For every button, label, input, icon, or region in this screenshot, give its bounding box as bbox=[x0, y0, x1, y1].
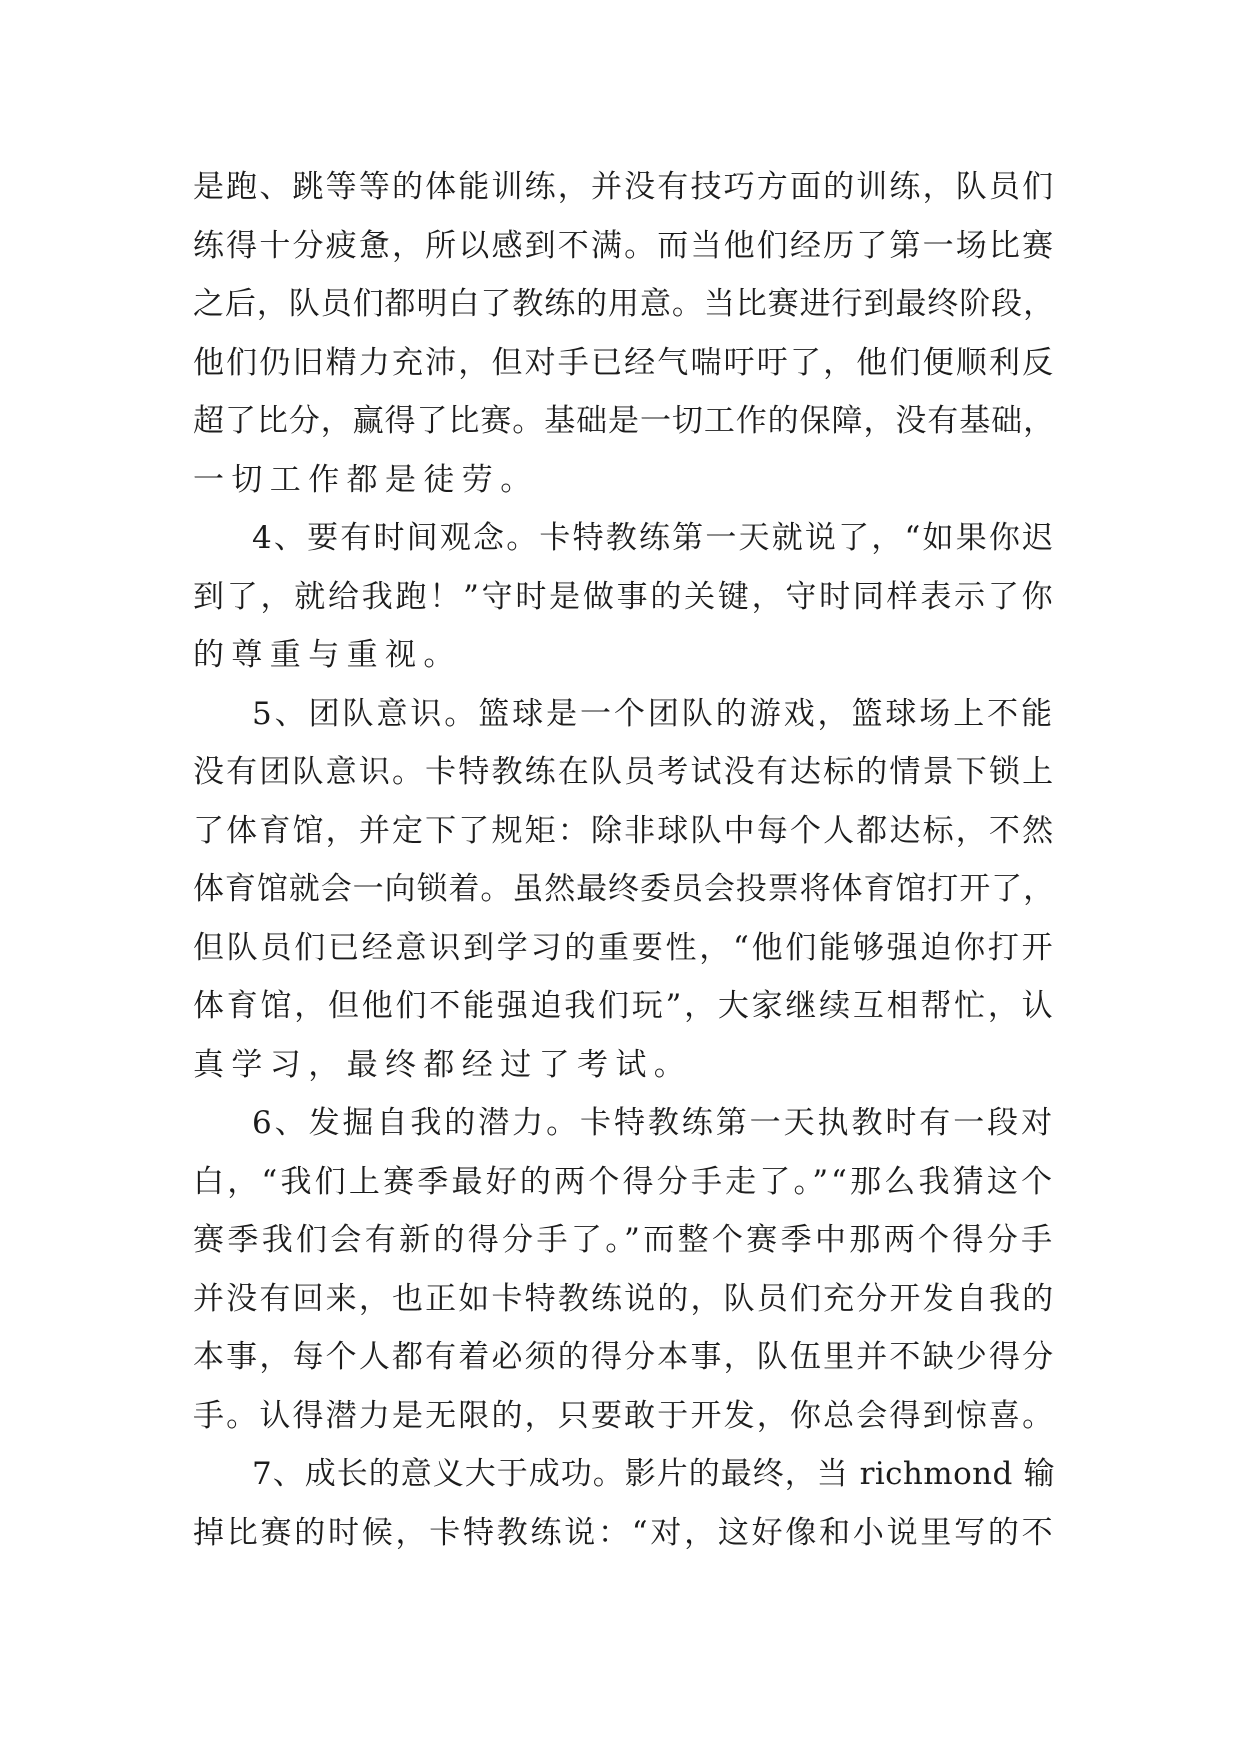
text-line: 白，“我们上赛季最好的两个得分手走了。”“那么我猜这个 bbox=[193, 1163, 1055, 1200]
text-line: 的尊重与重视。 bbox=[193, 637, 462, 673]
text-line: 并没有回来，也正如卡特教练说的，队员们充分开发自我的 bbox=[193, 1280, 1055, 1317]
paragraph-start-line: 4、要有时间观念。卡特教练第一天就说了，“如果你迟 bbox=[252, 520, 1055, 556]
text-line: 没有团队意识。卡特教练在队员考试没有达标的情景下锁上 bbox=[193, 754, 1055, 790]
text-line: 掉比赛的时候，卡特教练说：“对，这好像和小说里写的不 bbox=[193, 1514, 1055, 1551]
text-line: 到了，就给我跑！”守时是做事的关键，守时同样表示了你 bbox=[193, 578, 1055, 615]
text-line: 本事，每个人都有着必须的得分本事，队伍里并不缺少得分 bbox=[193, 1339, 1055, 1375]
text-line: 他们仍旧精力充沛，但对手已经气喘吁吁了，他们便顺利反 bbox=[193, 344, 1055, 381]
paragraph-start-line: 7、成长的意义大于成功。影片的最终，当 richmond 输 bbox=[252, 1456, 1055, 1492]
text-line: 手。认得潜力是无限的，只要敢于开发，你总会得到惊喜。 bbox=[193, 1397, 1055, 1434]
text-line: 赛季我们会有新的得分手了。”而整个赛季中那两个得分手 bbox=[193, 1222, 1055, 1258]
paragraph-start-line: 5、团队意识。篮球是一个团队的游戏，篮球场上不能 bbox=[252, 695, 1055, 732]
paragraph-start-line: 6、发掘自我的潜力。卡特教练第一天执教时有一段对 bbox=[252, 1105, 1055, 1141]
text-line: 超了比分，赢得了比赛。基础是一切工作的保障，没有基础， bbox=[193, 403, 1055, 439]
document-body bbox=[193, 158, 1055, 1562]
text-line: 练得十分疲惫，所以感到不满。而当他们经历了第一场比赛 bbox=[193, 227, 1055, 264]
text-line: 体育馆，但他们不能强迫我们玩”，大家继续互相帮忙，认 bbox=[193, 988, 1055, 1024]
text-line: 了体育馆，并定下了规矩：除非球队中每个人都达标，不然 bbox=[193, 812, 1055, 849]
text-line: 真学习，最终都经过了考试。 bbox=[193, 1046, 693, 1083]
text-line: 是跑、跳等等的体能训练，并没有技巧方面的训练，队员们 bbox=[193, 169, 1055, 205]
text-line: 但队员们已经意识到学习的重要性，“他们能够强迫你打开 bbox=[193, 929, 1055, 966]
text-line: 体育馆就会一向锁着。虽然最终委员会投票将体育馆打开了， bbox=[193, 871, 1055, 907]
text-line: 一切工作都是徒劳。 bbox=[193, 461, 539, 498]
text-line: 之后，队员们都明白了教练的用意。当比赛进行到最终阶段， bbox=[193, 286, 1055, 322]
